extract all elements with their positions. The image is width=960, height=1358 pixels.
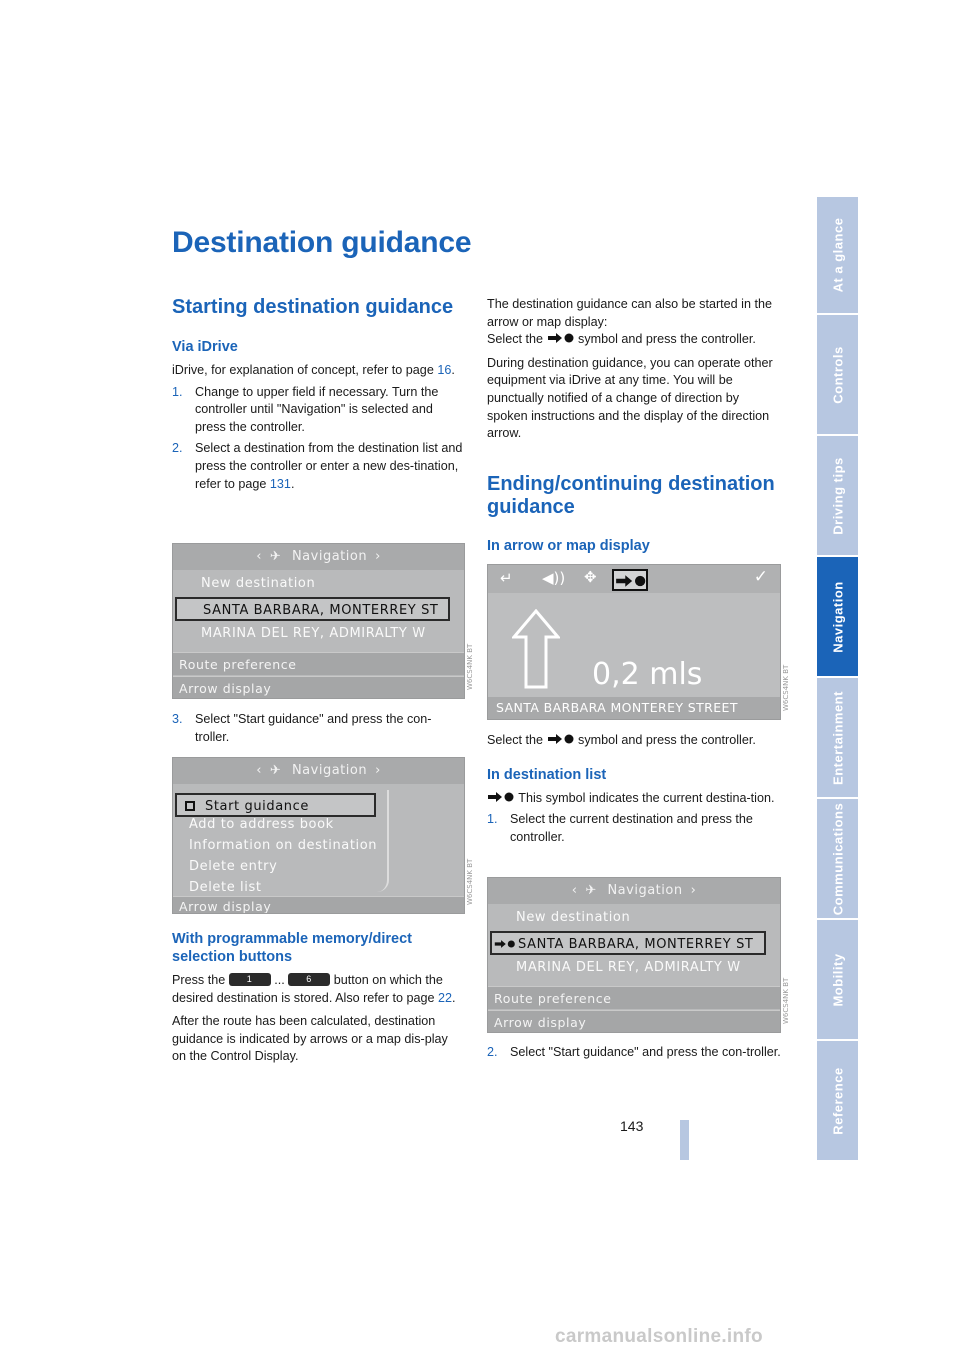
- list-item: 1. Change to upper field if necessary. Turn the controller until "Navigation" is selected and press the controller.: [172, 384, 439, 434]
- page-link[interactable]: 131: [269, 476, 291, 491]
- menu-item: Delete entry: [189, 859, 278, 874]
- tab-at-a-glance[interactable]: At a glance: [817, 197, 858, 313]
- navigation-screen-1: [172, 543, 465, 699]
- tab-mobility[interactable]: Mobility: [817, 920, 858, 1039]
- tab-controls[interactable]: Controls: [817, 315, 858, 434]
- street-name: SANTA BARBARA MONTEREY STREET: [488, 697, 780, 719]
- paragraph: Select the symbol and press the controller.: [487, 733, 756, 747]
- screen-title-bar: ‹ ✈ Navigation ›: [173, 544, 464, 570]
- check-icon: ✓: [753, 567, 768, 587]
- screen-title-bar: ‹ ✈ Navigation ›: [173, 758, 464, 784]
- direction-arrow-icon: [612, 569, 648, 591]
- chapter-tabs: [817, 197, 858, 1162]
- after-route-text: After the route has been calculated, destination guidance is indicated by arrows or a map dis-play on the Control Display.: [172, 1014, 448, 1064]
- section-heading-ending: Ending/continuing destination guidance: [487, 472, 775, 518]
- menu-footer-item: Arrow display: [488, 1010, 780, 1033]
- menu-item: Add to address book: [189, 817, 334, 832]
- list-item: 1. Select the current destination and press the controller.: [487, 812, 753, 844]
- speaker-icon: ◀)): [542, 569, 566, 587]
- list-item: 2. Select a destination from the destination list and press the controller or enter a new des-tination, refer to page 131.: [172, 441, 463, 491]
- tab-navigation[interactable]: Navigation: [817, 557, 858, 676]
- menu-item-selected: SANTA BARBARA, MONTERREY ST: [490, 931, 766, 955]
- menu-footer-item: Route preference: [173, 652, 464, 675]
- menu-item: New destination: [516, 910, 631, 925]
- menu-item: Delete list: [189, 880, 262, 895]
- arrow-display-screen: [487, 564, 781, 720]
- tab-entertainment[interactable]: Entertainment: [817, 678, 858, 797]
- checkbox-icon: [185, 801, 195, 811]
- image-code: W6CS4NK BT: [466, 858, 474, 905]
- subheading-buttons: With programmable memory/direct selection buttons: [172, 931, 412, 965]
- watermark: carmanualsonline.info: [555, 1326, 763, 1347]
- tab-reference[interactable]: Reference: [817, 1041, 858, 1160]
- menu-footer-item: Route preference: [488, 986, 780, 1009]
- menu-item: MARINA DEL REY, ADMIRALTY W: [201, 626, 426, 641]
- tab-driving-tips[interactable]: Driving tips: [817, 436, 858, 555]
- page-link[interactable]: 16: [437, 363, 452, 377]
- page-marker: [680, 1120, 689, 1160]
- menu-item-selected: Start guidance: [175, 793, 376, 817]
- screen-title-bar: ‹ ✈ Navigation ›: [488, 878, 780, 904]
- toolbar: [488, 565, 780, 593]
- direction-arrow-icon: [547, 733, 575, 745]
- right-column: [487, 296, 781, 555]
- menu-item: Information on destination: [189, 838, 378, 853]
- menu-footer-item: Arrow display: [173, 896, 464, 914]
- subheading-idrive: Via iDrive: [172, 339, 238, 355]
- list-item: 2. Select "Start guidance" and press the con-troller.: [487, 1045, 781, 1059]
- back-icon: ↵: [500, 569, 513, 587]
- paragraph: Select the symbol and press the controller.: [487, 332, 756, 347]
- image-code: W6CS4NK BT: [466, 643, 474, 690]
- direction-arrow-icon: [494, 939, 516, 949]
- press-text: Press the 1 ... 6 button on which the desired destination is stored. Also refer to page 22.: [172, 973, 456, 1005]
- right-middle: [487, 732, 781, 846]
- distance-readout: 0,2 mls: [592, 657, 703, 692]
- subheading-arrow-display: In arrow or map display: [487, 537, 650, 554]
- page-link[interactable]: 22: [438, 990, 453, 1005]
- navigation-icon: ✈: [269, 763, 282, 778]
- paragraph: This symbol indicates the current destina-tion.: [487, 790, 781, 808]
- image-code: W6CS4NK BT: [782, 664, 790, 711]
- paragraph: The destination guidance can also be started in the arrow or map display:: [487, 297, 772, 329]
- page-number: 143: [620, 1118, 644, 1134]
- direction-arrow-icon: [487, 791, 515, 803]
- up-arrow-icon: [512, 609, 560, 689]
- menu-item-selected: SANTA BARBARA, MONTERREY ST: [175, 597, 450, 621]
- navigation-icon: ✈: [269, 549, 282, 564]
- navigation-screen-3: [487, 877, 781, 1033]
- page-title: Destination guidance: [172, 226, 472, 259]
- paragraph: During destination guidance, you can operate other equipment via iDrive at any time. You will be punctually notified of a change of direction by spoken instructions and the display of the direction arrow.: [487, 355, 773, 441]
- memory-button-6-icon: 6: [288, 973, 330, 986]
- section-heading-starting: Starting destination guidance: [172, 296, 454, 318]
- subheading-destination-list: In destination list: [487, 766, 607, 783]
- list-item: 3. Select "Start guidance" and press the con-troller.: [172, 712, 432, 744]
- menu-item: New destination: [201, 576, 316, 591]
- memory-button-1-icon: 1: [229, 973, 271, 986]
- image-code: W6CS4NK BT: [782, 977, 790, 1024]
- tab-communications[interactable]: Communications: [817, 799, 858, 918]
- intro-text: iDrive, for explanation of concept, refer to page 16.: [172, 363, 455, 377]
- map-icon: ✥: [584, 568, 597, 586]
- navigation-screen-2: [172, 757, 465, 914]
- left-column: [172, 296, 464, 493]
- menu-footer-item: Arrow display: [173, 676, 464, 699]
- left-lower: [172, 930, 464, 1066]
- menu-item: MARINA DEL REY, ADMIRALTY W: [516, 960, 741, 975]
- direction-arrow-icon: [547, 332, 575, 344]
- navigation-icon: ✈: [585, 883, 597, 898]
